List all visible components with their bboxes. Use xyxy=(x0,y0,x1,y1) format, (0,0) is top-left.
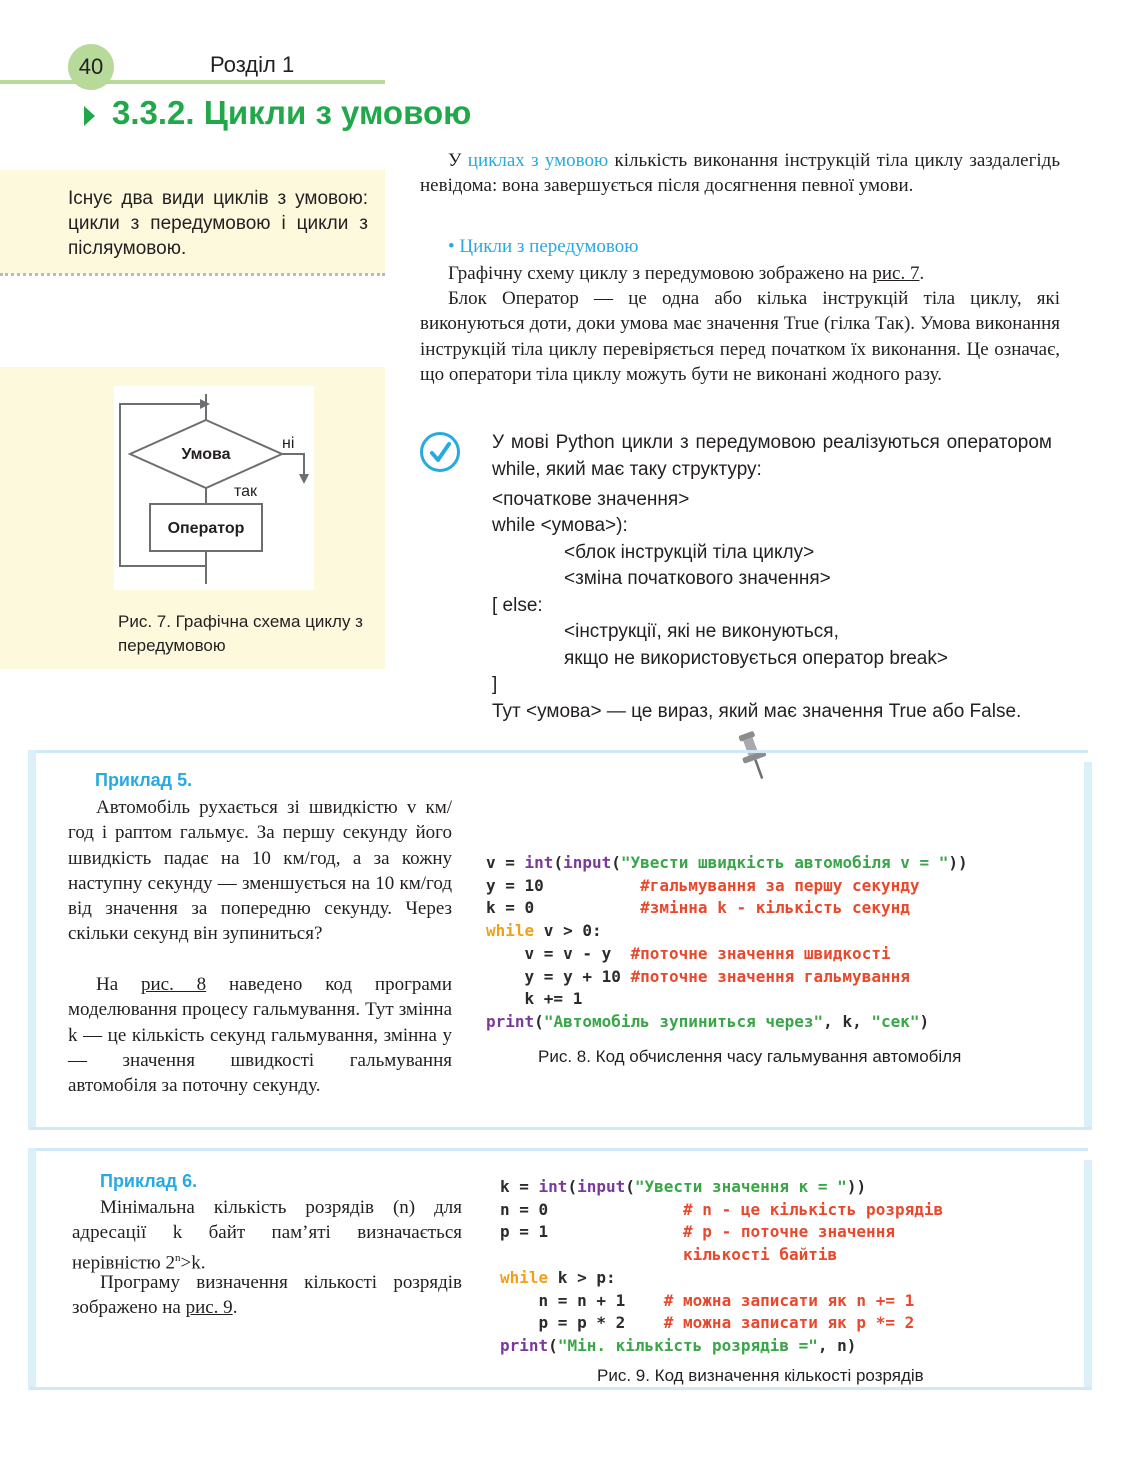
dotted-divider xyxy=(0,273,385,276)
intro-p2-end: . xyxy=(919,263,925,284)
example-5-heading: Приклад 5. xyxy=(95,770,193,790)
checkmark-icon xyxy=(420,432,460,472)
figure-8-link[interactable]: рис. 8 xyxy=(140,974,207,995)
flowchart-diagram xyxy=(114,386,314,590)
ex6-p1-end: >k. xyxy=(180,1251,206,1273)
code-line: k = 0 #змінна k - кількість секунд xyxy=(486,898,910,918)
intro-term: циклах з умовою xyxy=(467,150,609,171)
code-line: n = n + 1 # можна записати як n += 1 xyxy=(500,1290,915,1310)
intro-paragraph xyxy=(420,148,1060,199)
example-6-problem xyxy=(72,1195,462,1275)
example-6-heading: Приклад 6. xyxy=(100,1171,198,1191)
bullet-label: Цикли з передумовою xyxy=(459,236,639,257)
structure-line-6: <інструкції, які не виконуються, xyxy=(564,621,839,642)
intro-p1-end: кількість виконання інструкцій тіла циклу заздалегідь невідома: вона завершується після досягнення певної умови. xyxy=(420,150,1061,197)
header-rule xyxy=(0,80,385,84)
code-line: v = int(input("Увести швидкість автомобіля v = ")) xyxy=(486,853,968,872)
intro-p2-start: Графічну схему циклу з передумовою зображено на xyxy=(448,263,873,284)
code-line: print("Мін. кількість розрядів =", n) xyxy=(500,1335,857,1355)
code-line: n = 0 # n - це кількість розрядів xyxy=(500,1199,944,1219)
code-line: print("Автомобіль зупиниться через", k, "сек") xyxy=(486,1011,930,1031)
code-line: while k > p: xyxy=(500,1267,616,1287)
figure-7-link[interactable]: рис. 7 xyxy=(872,263,920,284)
section-label: Розділ 1 xyxy=(210,52,295,77)
page-title: 3.3.2. Цикли з умовою xyxy=(112,94,472,131)
code-line: k = int(input("Увести значення к = ")) xyxy=(500,1177,867,1196)
ex5-p2-start: На xyxy=(96,974,141,995)
structure-line-4: <зміна початкового значення> xyxy=(564,568,831,589)
structure-line-1: <початкове значення> xyxy=(492,489,690,510)
structure-line-7: якщо не використовується оператор break> xyxy=(564,648,948,669)
flow-line-no xyxy=(282,454,304,474)
python-note-text: У мові Python цикли з передумовою реалізуються оператором while, який має таку структуру: xyxy=(492,432,1052,480)
condition-label: Умова xyxy=(181,446,231,463)
structure-line-8: ] xyxy=(492,674,498,695)
code-line: y = 10 #гальмування за першу секунду xyxy=(486,875,920,895)
operator-label: Оператор xyxy=(167,520,245,537)
operator-paragraph: Блок Оператор — це одна або кілька інструкцій тіла циклу, які виконуються доти, доки умова має значення True (гілка Так). Умова виконання інструкцій тіла циклу перевіряється перед початком їх виконання. Це означає, що оператори тіла циклу можуть бути не виконані жодного разу. xyxy=(420,288,1060,385)
code-line: k += 1 xyxy=(486,989,583,1009)
example-5-problem: Автомобіль рухається зі швидкістю v км/год і раптом гальмує. За першу секунду його швидкість падає на 10 км/год, а за кожну наступну секунду — зменшується на 10 км/год від значення за попередню секунду. Через скільки секунд він зупиниться? xyxy=(68,797,452,945)
python-note-footer: Тут <умова> — це вираз, який має значення True або False. xyxy=(492,701,1022,722)
ex6-p1-start: Мінімальна кількість розрядів (n) для адресації k байт пам’яті визначається нерівністю 2 xyxy=(72,1197,462,1273)
side-note-text: Існує два види циклів з умовою: цикли з передумовою і цикли з післяумовою. xyxy=(68,188,368,259)
no-label: ні xyxy=(282,435,295,452)
yes-label: так xyxy=(234,483,258,500)
figure-7-caption: Рис. 7. Графічна схема циклу з передумовою xyxy=(118,612,363,655)
code-line: while v > 0: xyxy=(486,921,602,941)
ex5-p2-end: наведено код програми моделювання процесу гальмування. Тут змінна k — це кількість секунд гальмування, змінна y — значення швидкості гальмування автомобіля за поточну секунду. xyxy=(68,974,452,1097)
figure-ref-paragraph xyxy=(420,261,1060,286)
code-line: v = v - y #поточне значення швидкості xyxy=(486,943,891,963)
no-arrow-icon xyxy=(299,474,309,484)
ex6-superscript: n xyxy=(174,1251,181,1264)
bullet-item: • Цикли з передумовою xyxy=(448,236,639,257)
page-number: 40 xyxy=(68,44,114,90)
ex6-p2-start: Програму визначення кількості розрядів зображено на xyxy=(72,1272,462,1319)
structure-line-3: <блок інструкцій тіла циклу> xyxy=(564,542,815,563)
title-arrow-icon xyxy=(84,106,95,126)
structure-line-5: [ else: xyxy=(492,595,543,616)
figure-9-caption: Рис. 9. Код визначення кількості розрядів xyxy=(597,1366,924,1385)
code-line: p = 1 # p - поточне значення xyxy=(500,1222,895,1242)
figure-8-caption: Рис. 8. Код обчислення часу гальмування автомобіля xyxy=(538,1047,962,1066)
example-5-explanation xyxy=(68,972,452,1098)
figure-7-canvas xyxy=(114,386,314,590)
code-listing-9 xyxy=(500,1176,943,1358)
example-6-explanation xyxy=(72,1270,462,1321)
ex6-p2-end: . xyxy=(232,1297,238,1319)
intro-p1-start: У xyxy=(448,150,468,171)
figure-9-link[interactable]: рис. 9 xyxy=(185,1297,233,1319)
code-line: y = y + 10 #поточне значення гальмування xyxy=(486,966,910,986)
structure-line-2: while <умова>): xyxy=(492,515,628,536)
code-listing-8 xyxy=(486,852,968,1034)
code-line: p = p * 2 # можна записати як p *= 2 xyxy=(500,1313,915,1333)
code-line: кількості байтів xyxy=(683,1245,838,1265)
